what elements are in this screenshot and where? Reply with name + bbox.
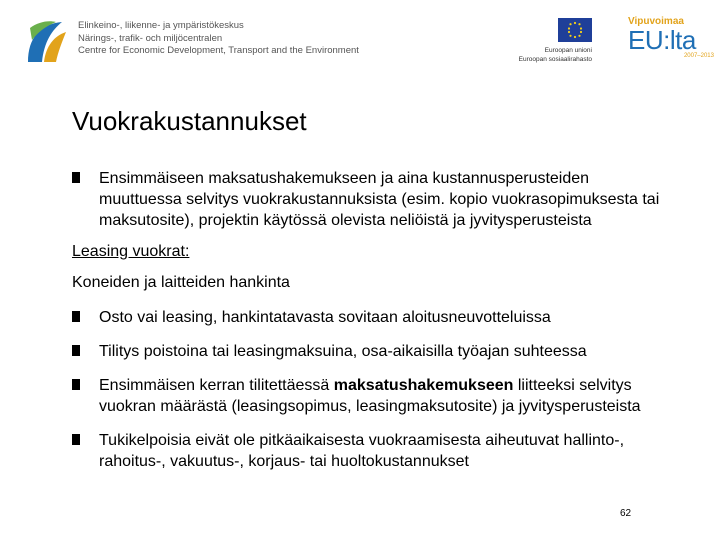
eu-caption-fund: Euroopan sosiaalirahasto (518, 56, 592, 63)
sub-bullet-item: Tukikelpoisia eivät ole pitkäaikaisesta vuokraamisesta aiheutuvat hallinto-, rahoitus-, vakuutus-, korjaus- tai huoltokustannukset (72, 430, 672, 472)
slide-title: Vuokrakustannukset (72, 106, 307, 136)
sub-bullet-item: Osto vai leasing, hankintatavasta sovitaan aloitusneuvotteluissa (72, 307, 672, 328)
bullet-item: Ensimmäiseen maksatushakemukseen ja aina kustannusperusteiden muuttuessa selvitys vuokrakustannuksista (esim. kopio vuokrasopimuksesta tai maksutosite), projektin käytössä olevista neliöistä ja jyvitysperusteista (72, 168, 672, 231)
vipu-eu-text: EU:lta (628, 25, 696, 55)
ely-name-sv: Närings-, trafik- och miljöcentralen (78, 32, 223, 44)
slide-body (72, 168, 672, 485)
ely-logo-icon (22, 18, 70, 66)
vipu-years: 2007–2013 (683, 53, 714, 59)
vipu-title: Vipuvoimaa (628, 16, 684, 27)
sub-bullet-item: Tilitys poistoina tai leasingmaksuina, osa-aikaisilla työajan suhteessa (72, 341, 672, 362)
ely-name-fi: Elinkeino-, liikenne- ja ympäristökeskus (78, 20, 244, 31)
ely-organisation-name (78, 20, 359, 58)
eu-caption (516, 46, 592, 64)
vipuvoimaa-logo (628, 16, 714, 59)
machines-heading: Koneiden ja laitteiden hankinta (72, 274, 290, 291)
sub-bullet-list (72, 307, 672, 472)
sub-bullet-item (72, 375, 672, 417)
eu-flag-icon (558, 18, 592, 42)
page-number: 62 (620, 508, 632, 519)
eu-caption-union: Euroopan unioni (544, 47, 592, 54)
sub3-text-start: Ensimmäisen kerran tilitettäessä (99, 377, 334, 394)
ely-name-en: Centre for Economic Development, Transport and the Environment (78, 45, 359, 56)
sub3-text-end: liitteeksi selvitys vuokran määrästä (leasingsopimus, leasingmaksutosite) ja jyvitysperusteista (99, 377, 641, 415)
slide-header (0, 0, 720, 80)
sub3-bold-text: maksatushakemukseen (333, 377, 514, 394)
leasing-heading: Leasing vuokrat: (72, 243, 190, 260)
